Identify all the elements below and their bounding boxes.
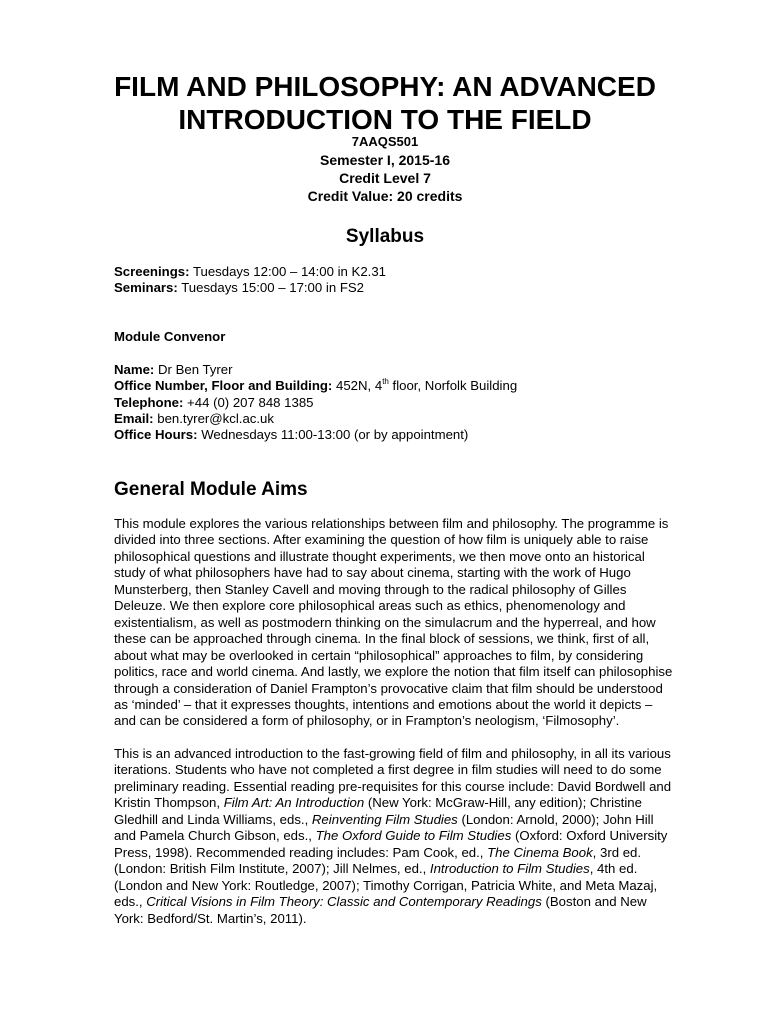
line-text: Kristin Thompson, — [114, 795, 224, 811]
screenings-line — [114, 264, 714, 280]
paragraph-line: This is an advanced introduction to the fast-growing field of film and philosophy, in all its various — [114, 746, 671, 761]
book-title: Critical Visions in Film Theory: Classic and Contemporary Readings — [146, 894, 542, 910]
seminars-label: Seminars: — [114, 280, 178, 296]
book-title: Film Art: An Introduction — [223, 795, 365, 811]
aims-paragraph-1 — [114, 516, 714, 730]
telephone-label: Telephone: — [114, 394, 184, 410]
schedule-block — [114, 264, 714, 297]
line-text: , 4th ed. — [589, 861, 638, 877]
paragraph-line — [114, 795, 714, 811]
paragraph-line: study of what philosophers have had to say about cinema, starting with the work of Hugo — [114, 565, 631, 581]
paragraph-line: Deleuze. We then explore core philosophical areas such as ethics, phenomenology and — [114, 598, 626, 614]
line-text: , 3rd ed. — [592, 844, 642, 860]
paragraph-line: existentialism, as well as postmodern thinking on the simulacrum and the hyperreal, and how — [114, 614, 656, 630]
credit-value: Credit Value: 20 credits — [307, 188, 463, 204]
aims-heading: General Module Aims — [114, 479, 308, 500]
book-title: Reinventing Film Studies — [311, 811, 458, 827]
title-line-1: FILM AND PHILOSOPHY: AN ADVANCED — [114, 71, 656, 102]
screenings-label: Screenings: — [114, 264, 190, 279]
title-line-2: INTRODUCTION TO THE FIELD — [178, 104, 592, 135]
office-hours-line — [114, 427, 714, 443]
paragraph-line: through a consideration of Daniel Frampton’s provocative claim that film should be understood — [114, 680, 663, 696]
paragraph-line: politics, race and world cinema. And lastly, we explore the notion that film itself can philosophise — [114, 664, 673, 680]
email-value: ben.tyrer@kcl.ac.uk — [157, 410, 274, 426]
name-value: Dr Ben Tyrer — [157, 362, 233, 377]
office-hours-label: Office Hours: — [114, 427, 198, 443]
paragraph-line — [114, 894, 714, 910]
office-value-pre: 452N, 4 — [336, 378, 383, 394]
telephone-line — [114, 395, 714, 411]
paragraph-line: philosophical questions and illustrate thought experiments, we then move onto an historical — [114, 548, 645, 564]
syllabus-heading: Syllabus — [345, 226, 425, 247]
line-text: (Oxford: Oxford University — [511, 828, 668, 844]
paragraph-line: This module explores the various relationships between film and philosophy. The programme is — [114, 516, 669, 531]
paragraph-line — [114, 861, 714, 877]
book-title: The Cinema Book — [487, 844, 593, 860]
screenings-value: Tuesdays 12:00 – 14:00 in K2.31 — [192, 264, 387, 279]
paragraph-line: York: Bedford/St. Martin’s, 2011). — [114, 910, 307, 926]
office-value-post: floor, Norfolk Building — [392, 378, 518, 394]
paragraph-line: divided into three sections. After examining the question of how film is uniquely able to raise — [114, 532, 649, 548]
credit-level: Credit Level 7 — [339, 170, 431, 186]
paragraph-line — [114, 828, 714, 844]
convenor-heading: Module Convenor — [114, 329, 226, 344]
module-code: 7AAQS501 — [351, 134, 419, 149]
book-title: Introduction to Film Studies — [429, 861, 590, 877]
seminars-line — [114, 280, 714, 296]
office-label: Office Number, Floor and Building: — [114, 378, 333, 394]
paragraph-line: Munsterberg, then Stanley Cavell and moving through to the radical philosophy of Gilles — [114, 581, 627, 597]
name-line — [114, 362, 714, 378]
paragraph-line: as ‘minded’ – that it expresses thoughts, intentions and emotions about the world it depicts – — [114, 696, 653, 712]
line-text: (New York: McGraw-Hill, any edition); Christine — [364, 795, 642, 811]
paragraph-line: iterations. Students who have not completed a first degree in film studies will need to do some — [114, 762, 662, 778]
telephone-value: +44 (0) 207 848 1385 — [187, 394, 314, 410]
paragraph-line — [114, 845, 714, 861]
email-label: Email: — [114, 410, 154, 426]
line-text: Press, 1998). Recommended reading includes: Pam Cook, ed., — [114, 844, 488, 860]
paragraph-line: and can be considered a form of philosophy, or in Frampton’s neologism, ‘Filmosophy’. — [114, 713, 620, 729]
office-value-sup: th — [382, 376, 389, 386]
office-hours-value: Wednesdays 11:00-13:00 (or by appointment) — [201, 427, 469, 443]
paragraph-line: about what may be overlooked in certain “philosophical” approaches to film, by considering — [114, 647, 644, 663]
paragraph-line — [114, 812, 714, 828]
line-text: eds., — [114, 894, 147, 910]
seminars-value: Tuesdays 15:00 – 17:00 in FS2 — [181, 280, 365, 296]
line-text: (Boston and New — [541, 894, 647, 910]
paragraph-line: these can be approached through cinema. In the final block of sessions, we think, first of all, — [114, 631, 650, 647]
paragraph-line: preliminary reading. Essential reading pre-requisites for this course include: David Bordwell and — [114, 778, 672, 794]
email-line — [114, 411, 714, 427]
office-line — [114, 378, 714, 394]
book-title: The Oxford Guide to Film Studies — [315, 828, 512, 844]
aims-paragraph-2 — [114, 746, 714, 927]
line-text: (London: Arnold, 2000); John Hill — [457, 811, 654, 827]
line-text: (London: British Film Institute, 2007); Jill Nelmes, ed., — [114, 861, 430, 877]
convenor-details — [114, 362, 714, 443]
name-label: Name: — [114, 362, 155, 377]
semester: Semester I, 2015-16 — [320, 152, 450, 168]
paragraph-line: (London and New York: Routledge, 2007); Timothy Corrigan, Patricia White, and Meta Mazaj, — [114, 877, 658, 893]
line-text: and Pamela Church Gibson, eds., — [114, 828, 316, 844]
line-text: Gledhill and Linda Williams, eds., — [114, 811, 312, 827]
document-title — [0, 70, 770, 136]
